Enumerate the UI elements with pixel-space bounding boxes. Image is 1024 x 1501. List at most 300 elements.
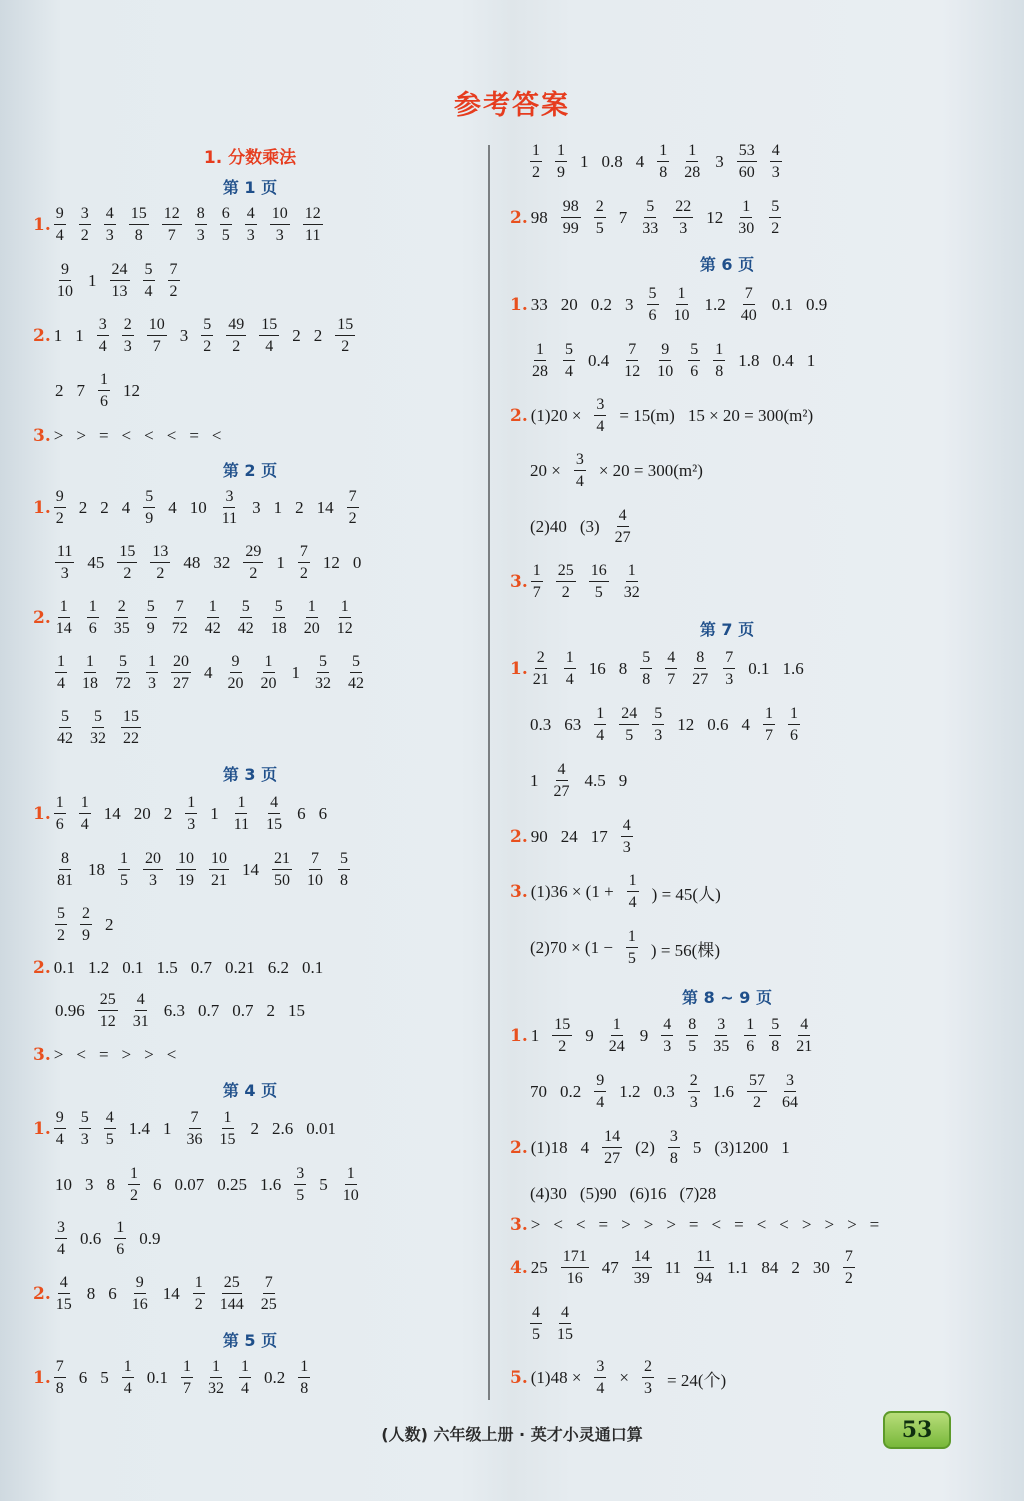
- numerator: 7: [263, 1275, 275, 1294]
- fraction-answer: [303, 206, 323, 244]
- answer-value: >: [801, 1215, 812, 1234]
- answer-value: ×: [619, 1368, 630, 1387]
- answer-value: 8: [618, 659, 628, 678]
- denominator: 20: [260, 675, 277, 692]
- denominator: 6: [116, 1241, 125, 1258]
- denominator: 2: [844, 1270, 853, 1287]
- answer-value: 20 ×: [530, 461, 561, 480]
- fraction-answer: [226, 654, 246, 692]
- denominator: 2: [80, 227, 89, 244]
- numerator: 5: [79, 1110, 91, 1129]
- answer-value: × 20 = 300(m²): [598, 461, 703, 480]
- numerator: 1: [627, 873, 639, 892]
- fraction-answer: [652, 706, 664, 744]
- question-number: 1.: [510, 295, 528, 315]
- denominator: 4: [80, 816, 89, 833]
- numerator: 5: [117, 654, 129, 673]
- numerator: 9: [54, 489, 66, 508]
- numerator: 3: [223, 489, 235, 508]
- fraction-answer: [143, 851, 163, 889]
- numerator: 15: [117, 544, 137, 563]
- answer-row: [33, 958, 323, 978]
- numerator: 4: [104, 206, 116, 225]
- answer-row: [33, 1110, 336, 1148]
- fraction-answer: [843, 1249, 855, 1287]
- answer-value: 3: [715, 152, 724, 171]
- denominator: 32: [315, 675, 331, 692]
- denominator: 12: [336, 620, 353, 637]
- numerator: 4: [665, 650, 677, 669]
- answer-value: 70: [530, 1082, 547, 1101]
- denominator: 6: [790, 727, 798, 744]
- answer-value: 0.2: [264, 1368, 286, 1387]
- answer-row: [510, 199, 781, 237]
- fraction-answer: [302, 599, 322, 637]
- numerator: 14: [602, 1129, 622, 1148]
- answer-value: 0.1: [122, 958, 144, 977]
- answer-value: 25: [530, 1258, 548, 1277]
- numerator: 12: [162, 206, 182, 225]
- denominator: 72: [115, 675, 131, 692]
- numerator: 2: [80, 906, 92, 925]
- fraction-answer: [694, 1249, 714, 1287]
- numerator: 4: [770, 143, 782, 162]
- fraction-answer: [143, 489, 155, 527]
- answer-value: 1: [210, 804, 219, 823]
- answer-value: 0.25: [217, 1175, 247, 1194]
- denominator: 2: [130, 1187, 138, 1204]
- denominator: 3: [771, 164, 780, 181]
- numerator: 1: [181, 1359, 193, 1378]
- numerator: 4: [556, 762, 568, 781]
- fraction-answer: [104, 1110, 116, 1148]
- fraction-answer: [168, 262, 180, 300]
- answer-value: 2: [250, 1119, 259, 1138]
- numerator: 1: [185, 795, 197, 814]
- answer-value: 0.3: [530, 715, 552, 734]
- denominator: 24: [608, 1038, 625, 1055]
- answer-value: (1)20 ×: [530, 406, 582, 425]
- answer-value: <: [76, 1045, 86, 1064]
- answer-row: [530, 929, 720, 967]
- answer-value: 3: [179, 326, 189, 345]
- fraction-answer: [763, 706, 775, 744]
- fraction-answer: [170, 599, 190, 637]
- numerator: 1: [345, 1166, 357, 1185]
- fraction-answer: [736, 199, 756, 237]
- numerator: 3: [79, 206, 91, 225]
- answer-value: <: [553, 1215, 563, 1234]
- fraction-answer: [114, 1220, 126, 1258]
- numerator: 1: [87, 599, 99, 618]
- denominator: 30: [738, 220, 755, 237]
- numerator: 12: [303, 206, 323, 225]
- fraction-answer: [665, 650, 677, 688]
- fraction-answer: [563, 342, 575, 380]
- answer-row: [510, 286, 827, 324]
- answer-value: 17: [590, 827, 608, 846]
- denominator: 36: [186, 1131, 203, 1148]
- fraction-answer: [118, 851, 130, 889]
- denominator: 5: [595, 220, 604, 237]
- answer-row: [530, 342, 815, 380]
- numerator: 1: [306, 599, 318, 618]
- denominator: 6: [88, 620, 97, 637]
- numerator: 8: [195, 206, 207, 225]
- question-number: 3.: [33, 426, 51, 446]
- answer-row: [510, 563, 642, 601]
- numerator: 1: [531, 563, 543, 582]
- denominator: 5: [625, 727, 634, 744]
- denominator: 2: [57, 927, 65, 944]
- answer-value: 1.6: [712, 1082, 734, 1101]
- page-label-5: 第 5 页: [222, 1331, 278, 1350]
- denominator: 4: [565, 363, 573, 380]
- denominator: 27: [553, 783, 570, 800]
- numerator: 1: [122, 1359, 134, 1378]
- fraction-answer: [723, 650, 735, 688]
- fraction-answer: [673, 199, 693, 237]
- denominator: 40: [740, 307, 757, 324]
- numerator: 1: [98, 372, 110, 391]
- fraction-answer: [55, 851, 75, 889]
- answer-value: 0: [352, 553, 362, 572]
- answer-row: [55, 906, 114, 944]
- answer-value: 0.1: [771, 295, 793, 314]
- answer-value: 14: [162, 1284, 180, 1303]
- fraction-answer: [594, 1359, 606, 1397]
- fraction-answer: [143, 262, 155, 300]
- denominator: 64: [782, 1094, 798, 1111]
- answer-row: [510, 1129, 790, 1167]
- numerator: 2: [642, 1359, 654, 1378]
- denominator: 7: [167, 227, 176, 244]
- numerator: 4: [135, 992, 147, 1011]
- numerator: 2: [594, 199, 606, 218]
- fraction-answer: [55, 1220, 67, 1258]
- page-label-8-9: 第 8 ~ 9 页: [682, 988, 772, 1007]
- fraction-answer: [55, 709, 75, 747]
- denominator: 18: [82, 675, 98, 692]
- answer-row: [33, 1359, 310, 1397]
- denominator: 3: [80, 1131, 89, 1148]
- denominator: 5: [221, 227, 230, 244]
- numerator: 57: [747, 1073, 767, 1092]
- answer-value: >: [144, 1045, 154, 1064]
- numerator: 8: [59, 851, 71, 870]
- denominator: 8: [300, 1380, 309, 1397]
- answer-value: 45: [87, 553, 105, 572]
- denominator: 4: [57, 675, 65, 692]
- numerator: 1: [713, 342, 725, 361]
- denominator: 60: [738, 164, 755, 181]
- answer-value: >: [530, 1215, 541, 1234]
- numerator: 5: [338, 851, 350, 870]
- answer-value: 20: [133, 804, 151, 823]
- numerator: 1: [594, 706, 606, 725]
- answer-value: 15 × 20 = 300(m²): [687, 406, 814, 425]
- denominator: 2: [348, 510, 357, 527]
- question-number: 1.: [510, 659, 528, 679]
- answer-row: [55, 654, 366, 692]
- answer-value: >: [643, 1215, 654, 1234]
- fraction-answer: [602, 1129, 622, 1167]
- answer-row: [510, 818, 633, 856]
- answer-value: 1.4: [128, 1119, 150, 1138]
- answer-value: 1.2: [88, 958, 110, 977]
- numerator: 5: [640, 650, 652, 669]
- denominator: 3: [123, 338, 132, 355]
- fraction-answer: [672, 286, 692, 324]
- answer-value: 14: [103, 804, 121, 823]
- section-heading: 1. 分数乘法: [203, 148, 297, 168]
- fraction-answer: [647, 286, 659, 324]
- answer-value: <: [121, 426, 132, 445]
- numerator: 171: [561, 1249, 589, 1268]
- fraction-answer: [54, 489, 66, 527]
- fraction-answer: [619, 706, 639, 744]
- answer-row: [510, 1359, 726, 1397]
- fraction-answer: [668, 1129, 680, 1167]
- numerator: 10: [270, 206, 290, 225]
- answer-value: >: [53, 426, 64, 445]
- page-number-badge: 53: [883, 1411, 951, 1449]
- fraction-answer: [657, 143, 669, 181]
- answer-row: [33, 1275, 279, 1313]
- numerator: 7: [174, 599, 186, 618]
- answer-value: 8: [106, 1175, 115, 1194]
- fraction-answer: [185, 1110, 205, 1148]
- numerator: 1: [239, 1359, 251, 1378]
- numerator: 25: [556, 563, 576, 582]
- answer-value: =: [598, 1215, 609, 1234]
- answer-value: 0.7: [232, 1001, 254, 1020]
- fraction-answer: [346, 654, 366, 692]
- denominator: 9: [557, 164, 565, 181]
- denominator: 18: [270, 620, 287, 637]
- answer-row: [55, 372, 140, 410]
- denominator: 27: [614, 529, 631, 546]
- answer-value: 3: [85, 1175, 94, 1194]
- numerator: 4: [798, 1017, 810, 1036]
- fraction-answer: [552, 1017, 572, 1055]
- answer-value: =: [98, 1045, 109, 1064]
- fraction-answer: [711, 1017, 731, 1055]
- numerator: 25: [98, 992, 118, 1011]
- answer-value: 0.07: [174, 1175, 205, 1194]
- denominator: 15: [266, 816, 283, 833]
- denominator: 4: [57, 1241, 65, 1258]
- numerator: 5: [201, 317, 213, 336]
- fraction-answer: [146, 654, 158, 692]
- fraction-answer: [594, 199, 606, 237]
- fraction-answer: [642, 1359, 654, 1397]
- numerator: 11: [55, 544, 74, 563]
- question-number: 1.: [33, 1368, 51, 1388]
- numerator: 1: [339, 599, 351, 618]
- fraction-answer: [621, 818, 633, 856]
- answer-row: [33, 599, 355, 637]
- denominator: 4: [596, 1094, 605, 1111]
- numerator: 1: [611, 1017, 623, 1036]
- numerator: 15: [129, 206, 149, 225]
- denominator: 10: [657, 363, 674, 380]
- fraction-answer: [54, 795, 66, 833]
- answer-value: >: [53, 1045, 64, 1064]
- numerator: 16: [589, 563, 609, 582]
- answer-value: 1: [88, 271, 97, 290]
- fraction-answer: [54, 1359, 66, 1397]
- denominator: 2: [123, 565, 132, 582]
- answer-value: 1: [53, 326, 63, 345]
- denominator: 12: [99, 1013, 116, 1030]
- question-number: 2.: [33, 1284, 51, 1304]
- answer-value: <: [144, 426, 154, 445]
- denominator: 5: [594, 584, 603, 601]
- answer-value: = 24(个): [667, 1370, 727, 1390]
- answer-value: 0.1: [146, 1368, 168, 1387]
- fraction-answer: [80, 906, 92, 944]
- answer-value: =: [688, 1215, 699, 1234]
- answer-value: 0.1: [302, 958, 324, 977]
- question-number: 2.: [33, 326, 51, 346]
- denominator: 6: [648, 307, 657, 324]
- answer-value: 0.7: [190, 958, 212, 977]
- fraction-answer: [338, 851, 350, 889]
- denominator: 7: [765, 727, 773, 744]
- denominator: 4: [98, 338, 107, 355]
- numerator: 5: [647, 286, 659, 305]
- denominator: 10: [307, 872, 323, 889]
- answer-row: [510, 1215, 879, 1235]
- answer-row: [530, 1073, 800, 1111]
- numerator: 1: [55, 654, 67, 673]
- fraction-answer: [121, 709, 141, 747]
- fraction-answer: [589, 563, 609, 601]
- denominator: 144: [219, 1296, 244, 1313]
- numerator: 25: [222, 1275, 242, 1294]
- answer-row: [510, 873, 721, 911]
- fraction-answer: [104, 206, 116, 244]
- numerator: 5: [688, 342, 700, 361]
- fraction-answer: [131, 992, 151, 1030]
- fraction-answer: [530, 342, 550, 380]
- answer-value: 0.4: [588, 351, 610, 370]
- answer-value: 4.5: [584, 771, 606, 790]
- denominator: 39: [633, 1270, 650, 1287]
- question-number: 1.: [510, 1026, 528, 1046]
- numerator: 4: [268, 795, 280, 814]
- answer-value: (1)48 ×: [530, 1368, 582, 1387]
- answer-value: >: [121, 1045, 132, 1064]
- fraction-answer: [622, 342, 642, 380]
- answer-value: <: [779, 1215, 789, 1234]
- fraction-answer: [147, 317, 167, 355]
- denominator: 3: [679, 220, 688, 237]
- answer-row: [530, 762, 627, 800]
- denominator: 35: [713, 1038, 730, 1055]
- denominator: 4: [575, 473, 584, 490]
- numerator: 1: [686, 143, 698, 162]
- fraction-answer: [239, 1359, 251, 1397]
- fraction-answer: [220, 206, 232, 244]
- answer-value: 14: [242, 860, 259, 879]
- answer-value: 48: [183, 553, 201, 572]
- fraction-answer: [129, 206, 149, 244]
- denominator: 15: [219, 1131, 236, 1148]
- answer-value: =: [734, 1215, 744, 1234]
- answer-value: >: [76, 426, 86, 445]
- answer-value: 4: [121, 498, 131, 517]
- answer-value: 1.5: [156, 958, 178, 977]
- answer-row: [33, 795, 327, 833]
- fraction-answer: [530, 143, 542, 181]
- numerator: 14: [632, 1249, 652, 1268]
- column-divider: [488, 145, 490, 1400]
- denominator: 2: [169, 283, 178, 300]
- numerator: 3: [55, 1220, 67, 1239]
- numerator: 15: [259, 317, 279, 336]
- fraction-answer: [193, 1275, 205, 1313]
- denominator: 9: [82, 927, 90, 944]
- answer-value: =: [869, 1215, 880, 1234]
- fraction-answer: [110, 262, 130, 300]
- fraction-answer: [531, 650, 551, 688]
- numerator: 20: [143, 851, 163, 870]
- answer-value: 6: [318, 804, 328, 823]
- fraction-answer: [54, 1275, 74, 1313]
- denominator: 3: [187, 816, 196, 833]
- denominator: 27: [173, 675, 189, 692]
- numerator: 5: [92, 709, 104, 728]
- numerator: 24: [110, 262, 130, 281]
- answer-value: 6: [297, 804, 306, 823]
- denominator: 3: [622, 839, 631, 856]
- numerator: 5: [145, 599, 157, 618]
- numerator: 1: [84, 654, 96, 673]
- answer-row: [33, 1045, 176, 1065]
- denominator: 8: [715, 363, 724, 380]
- fraction-answer: [561, 199, 581, 237]
- denominator: 7: [532, 584, 541, 601]
- fraction-answer: [232, 795, 251, 833]
- fraction-answer: [54, 206, 66, 244]
- numerator: 13: [150, 544, 170, 563]
- denominator: 2: [55, 510, 64, 527]
- denominator: 8: [669, 1150, 678, 1167]
- question-number: 3.: [510, 882, 528, 902]
- fraction-answer: [305, 851, 325, 889]
- answer-value: 1.6: [782, 659, 804, 678]
- answer-value: 9: [585, 1026, 594, 1045]
- page-label-1: 第 1 页: [222, 178, 278, 197]
- answer-value: 4: [168, 498, 177, 517]
- answer-value: 0.2: [590, 295, 612, 314]
- denominator: 8: [642, 671, 651, 688]
- denominator: 28: [684, 164, 701, 181]
- denominator: 4: [144, 283, 153, 300]
- answer-row: [510, 1017, 814, 1055]
- fraction-answer: [298, 544, 310, 582]
- fraction-answer: [98, 992, 118, 1030]
- answer-value: 84: [761, 1258, 779, 1277]
- numerator: 4: [617, 508, 629, 527]
- answer-value: 7: [76, 381, 85, 400]
- question-number: 2.: [33, 608, 51, 628]
- denominator: 31: [132, 1013, 149, 1030]
- answer-value: 0.01: [306, 1119, 336, 1138]
- denominator: 11: [233, 816, 250, 833]
